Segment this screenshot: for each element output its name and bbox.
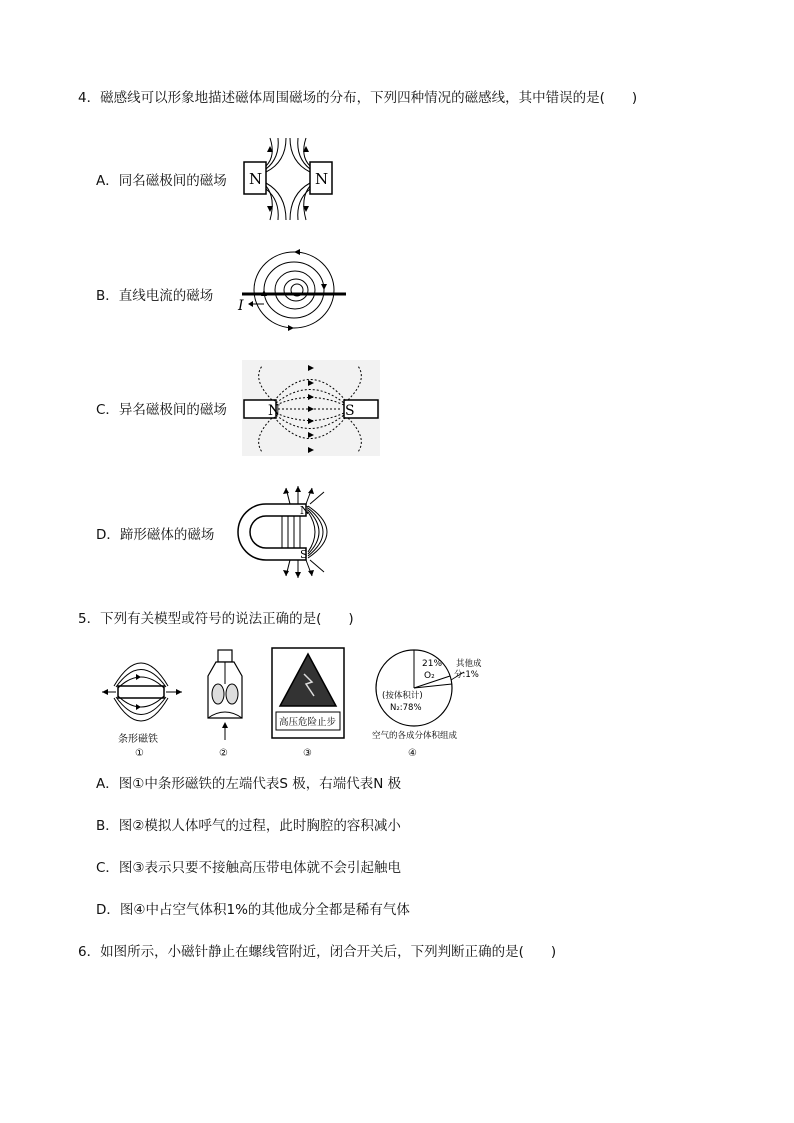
pole-s: S (300, 548, 308, 561)
current-label: I (238, 298, 244, 314)
fig3-number: ③ (303, 748, 312, 758)
q5-stem: 5．下列有关模型或符号的说法正确的是( ) (78, 611, 354, 627)
pole-n-left: N (249, 170, 263, 188)
q4-figure-c (242, 360, 380, 456)
q5-figure-3 (270, 646, 346, 758)
q4-stem: 4．磁感线可以形象地描述磁体周围磁场的分布，下列四种情况的磁感线，其中错误的是( ) (78, 90, 638, 106)
q5-figure-1 (98, 646, 184, 758)
q5-option-c: C．图③表示只要不接触高压带电体就不会引起触电 (96, 860, 402, 876)
fig1-number: ① (135, 748, 144, 758)
q6-stem: 6．如图所示，小磁针静止在螺线管附近，闭合开关后，下列判断正确的是( ) (78, 944, 557, 960)
fig4-o2-percent: 21% (422, 659, 443, 669)
fig4-basis: (按体积计) (382, 691, 423, 701)
fig3-sign: 高压危险止步 (279, 717, 337, 728)
pole-n: N (300, 504, 310, 517)
q4-figure-a (242, 136, 342, 222)
q5-option-b: B．图②模拟人体呼气的过程，此时胸腔的容积减小 (96, 818, 401, 834)
q4-option-c: C．异名磁极间的磁场 (96, 402, 227, 418)
q4-figure-b (232, 246, 348, 342)
q4-option-a: A．同名磁极间的磁场 (96, 173, 227, 189)
fig4-caption: 空气的各成分体积组成 (372, 731, 458, 741)
q5-option-a: A．图①中条形磁铁的左端代表S 极，右端代表N 极 (96, 776, 402, 792)
pole-n-right: N (315, 170, 329, 188)
fig4-other-percent: 分:1% (454, 670, 479, 680)
fig2-number: ② (219, 748, 228, 758)
q4-option-b: B．直线电流的磁场 (96, 288, 214, 304)
fig4-n2: N₂:78% (390, 703, 422, 713)
fig4-o2-label: O₂ (424, 671, 435, 681)
q4-figure-d (230, 484, 348, 580)
fig4-other: 其他成 (456, 659, 482, 669)
fig4-number: ④ (408, 748, 417, 758)
q4-option-d: D．蹄形磁体的磁场 (96, 527, 215, 543)
pole-s: S (345, 403, 355, 419)
q5-figure-2 (196, 646, 254, 758)
fig1-caption: 条形磁铁 (118, 734, 158, 745)
q5-figure-4 (370, 646, 490, 758)
pole-n: N (268, 403, 281, 419)
q5-option-d: D．图④中占空气体积1%的其他成分全都是稀有气体 (96, 902, 410, 918)
